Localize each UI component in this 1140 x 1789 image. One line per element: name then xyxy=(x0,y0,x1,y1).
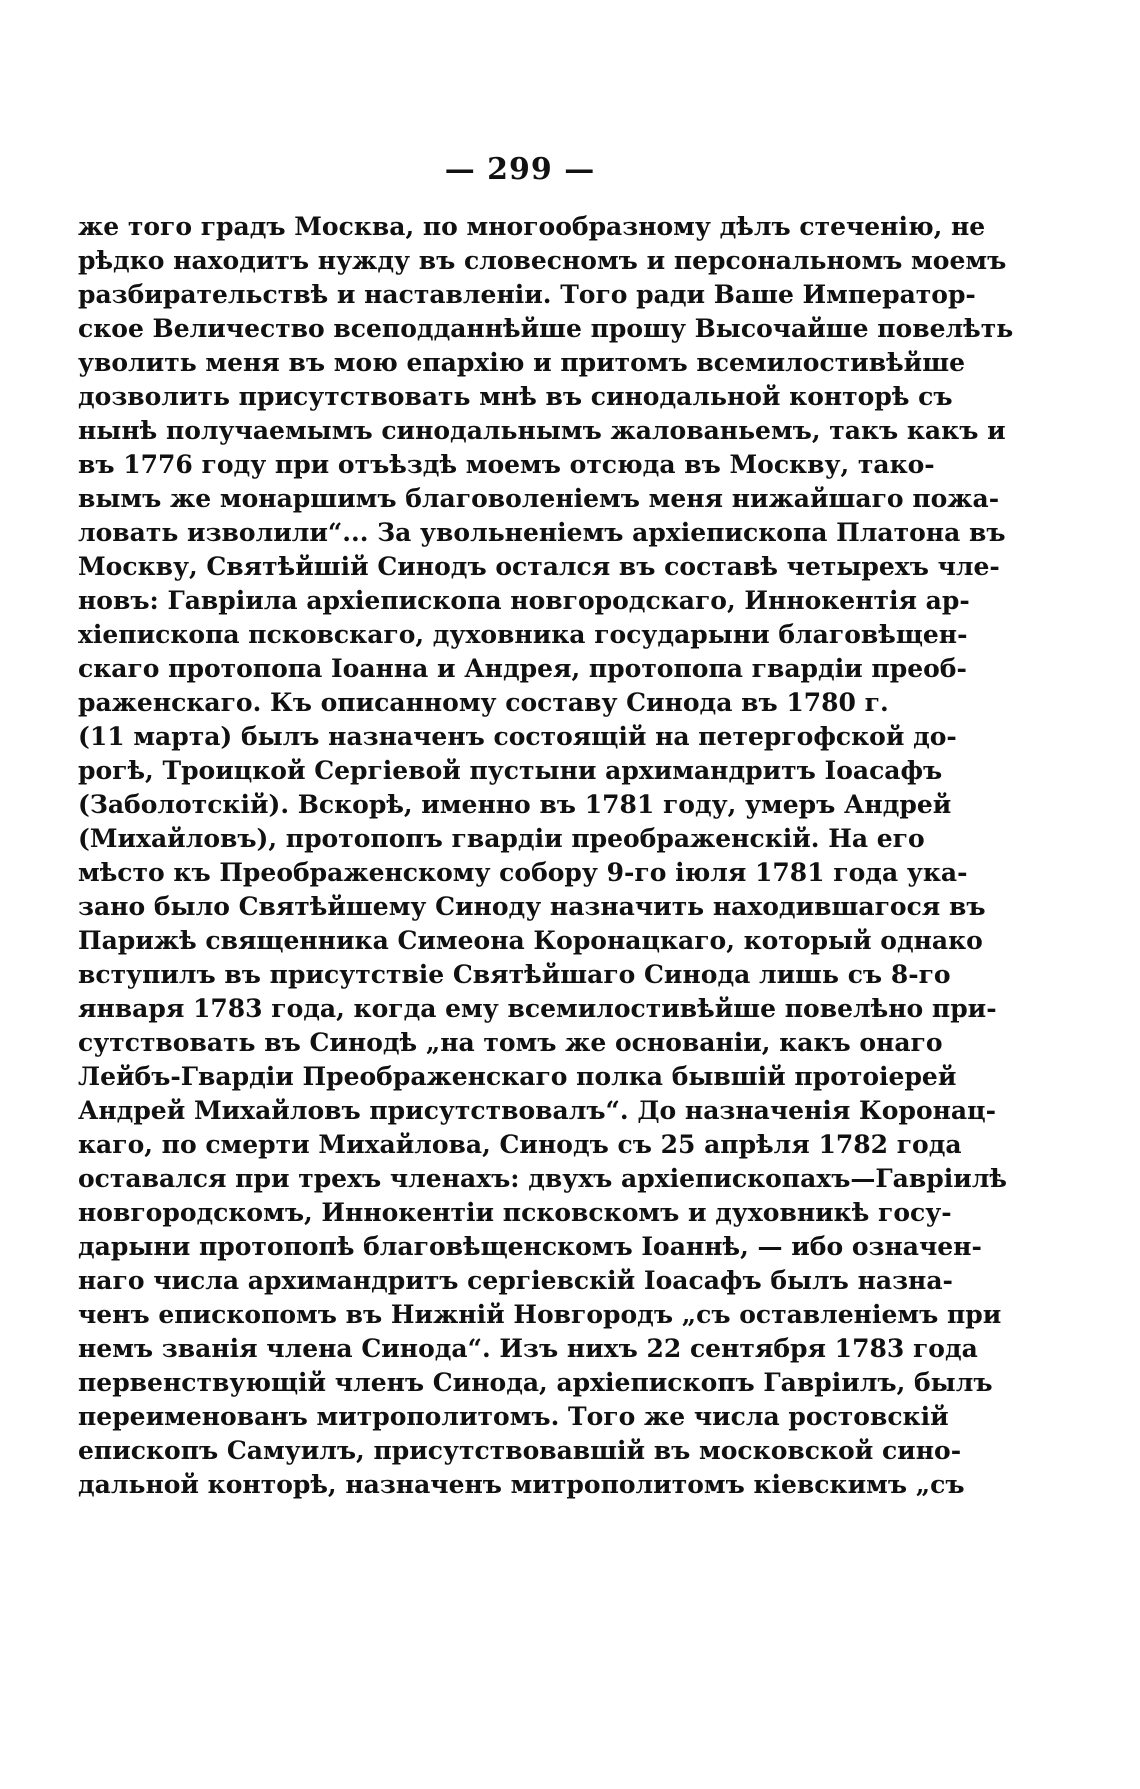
text-line: первенствующій членъ Синода, архіепископъ Гавріилъ, былъ xyxy=(78,1368,993,1397)
text-line: хіепископа псковскаго, духовника государыни благовѣщен- xyxy=(78,620,968,649)
text-line: рѣдко находитъ нужду въ словесномъ и персональномъ моемъ xyxy=(78,246,1007,275)
body-text xyxy=(78,210,1014,1502)
text-line: епископъ Самуилъ, присутствовавшій въ московской сино- xyxy=(78,1436,962,1465)
text-line: дозволить присутствовать мнѣ въ синодальной конторѣ съ xyxy=(78,382,953,411)
text-line: оставался при трехъ членахъ: двухъ архіепископахъ—Гавріилѣ xyxy=(78,1164,1007,1193)
text-line: ское Величество всеподданнѣйше прошу Высочайше повелѣть xyxy=(78,314,1014,343)
text-line: Лейбъ-Гвардіи Преображенскаго полка бывшій протоіерей xyxy=(78,1062,957,1091)
text-line: (Михайловъ), протопопъ гвардіи преображенскій. На его xyxy=(78,824,925,853)
text-line: дарыни протопопѣ благовѣщенскомъ Іоаннѣ, — ибо означен- xyxy=(78,1232,982,1261)
text-line: раженскаго. Къ описанному составу Синода въ 1780 г. xyxy=(78,688,889,717)
text-line: (11 марта) былъ назначенъ состоящій на петергофской до- xyxy=(78,722,957,751)
text-line: зано было Святѣйшему Синоду назначить находившагося въ xyxy=(78,892,986,921)
text-line: рогѣ, Троицкой Сергіевой пустыни архимандритъ Іоасафъ xyxy=(78,756,943,785)
text-line: (Заболотскій). Вскорѣ, именно въ 1781 году, умеръ Андрей xyxy=(78,790,952,819)
text-line: ченъ епископомъ въ Нижній Новгородъ „съ оставленіемъ при xyxy=(78,1300,1002,1329)
text-line: вымъ же монаршимъ благоволеніемъ меня нижайшаго пожа- xyxy=(78,484,1000,513)
text-line: наго числа архимандритъ сергіевскій Іоасафъ былъ назна- xyxy=(78,1266,953,1295)
text-line: разбирательствѣ и наставленіи. Того ради Ваше Император- xyxy=(78,280,976,309)
text-line: новъ: Гавріила архіепископа новгородскаго, Иннокентія ар- xyxy=(78,586,970,615)
page-number: — 299 — xyxy=(444,152,596,187)
text-line: Москву, Святѣйшій Синодъ остался въ составѣ четырехъ чле- xyxy=(78,552,1000,581)
text-line: дальной конторѣ, назначенъ митрополитомъ кіевскимъ „съ xyxy=(78,1470,965,1499)
text-line: переименованъ митрополитомъ. Того же числа ростовскій xyxy=(78,1402,949,1431)
text-line: скаго протопопа Іоанна и Андрея, протопопа гвардіи преоб- xyxy=(78,654,967,683)
text-line: Парижѣ священника Симеона Коронацкаго, который однако xyxy=(78,926,983,955)
text-line: сутствовать въ Синодѣ „на томъ же основаніи, какъ онаго xyxy=(78,1028,943,1057)
text-line: января 1783 года, когда ему всемилостивѣйше повелѣно при- xyxy=(78,994,997,1023)
text-line: нынѣ получаемымъ синодальнымъ жалованьемъ, такъ какъ и xyxy=(78,416,1006,445)
text-line: же того градъ Москва, по многообразному дѣлъ стеченію, не xyxy=(78,212,986,241)
text-line: новгородскомъ, Иннокентіи псковскомъ и духовникѣ госу- xyxy=(78,1198,952,1227)
text-line: немъ званія члена Синода“. Изъ нихъ 22 сентября 1783 года xyxy=(78,1334,978,1363)
text-line: мѣсто къ Преображенскому собору 9-го іюля 1781 года ука- xyxy=(78,858,968,887)
text-line: въ 1776 году при отъѣздѣ моемъ отсюда въ Москву, тако- xyxy=(78,450,935,479)
text-line: каго, по смерти Михайлова, Синодъ съ 25 апрѣля 1782 года xyxy=(78,1130,962,1159)
text-line: уволить меня въ мою епархію и притомъ всемилостивѣйше xyxy=(78,348,965,377)
text-line: вступилъ въ присутствіе Святѣйшаго Синода лишь съ 8-го xyxy=(78,960,951,989)
text-line: ловать изволили“... За увольненіемъ архіепископа Платона въ xyxy=(78,518,1006,547)
text-line: Андрей Михайловъ присутствовалъ“. До назначенія Коронац- xyxy=(78,1096,996,1125)
